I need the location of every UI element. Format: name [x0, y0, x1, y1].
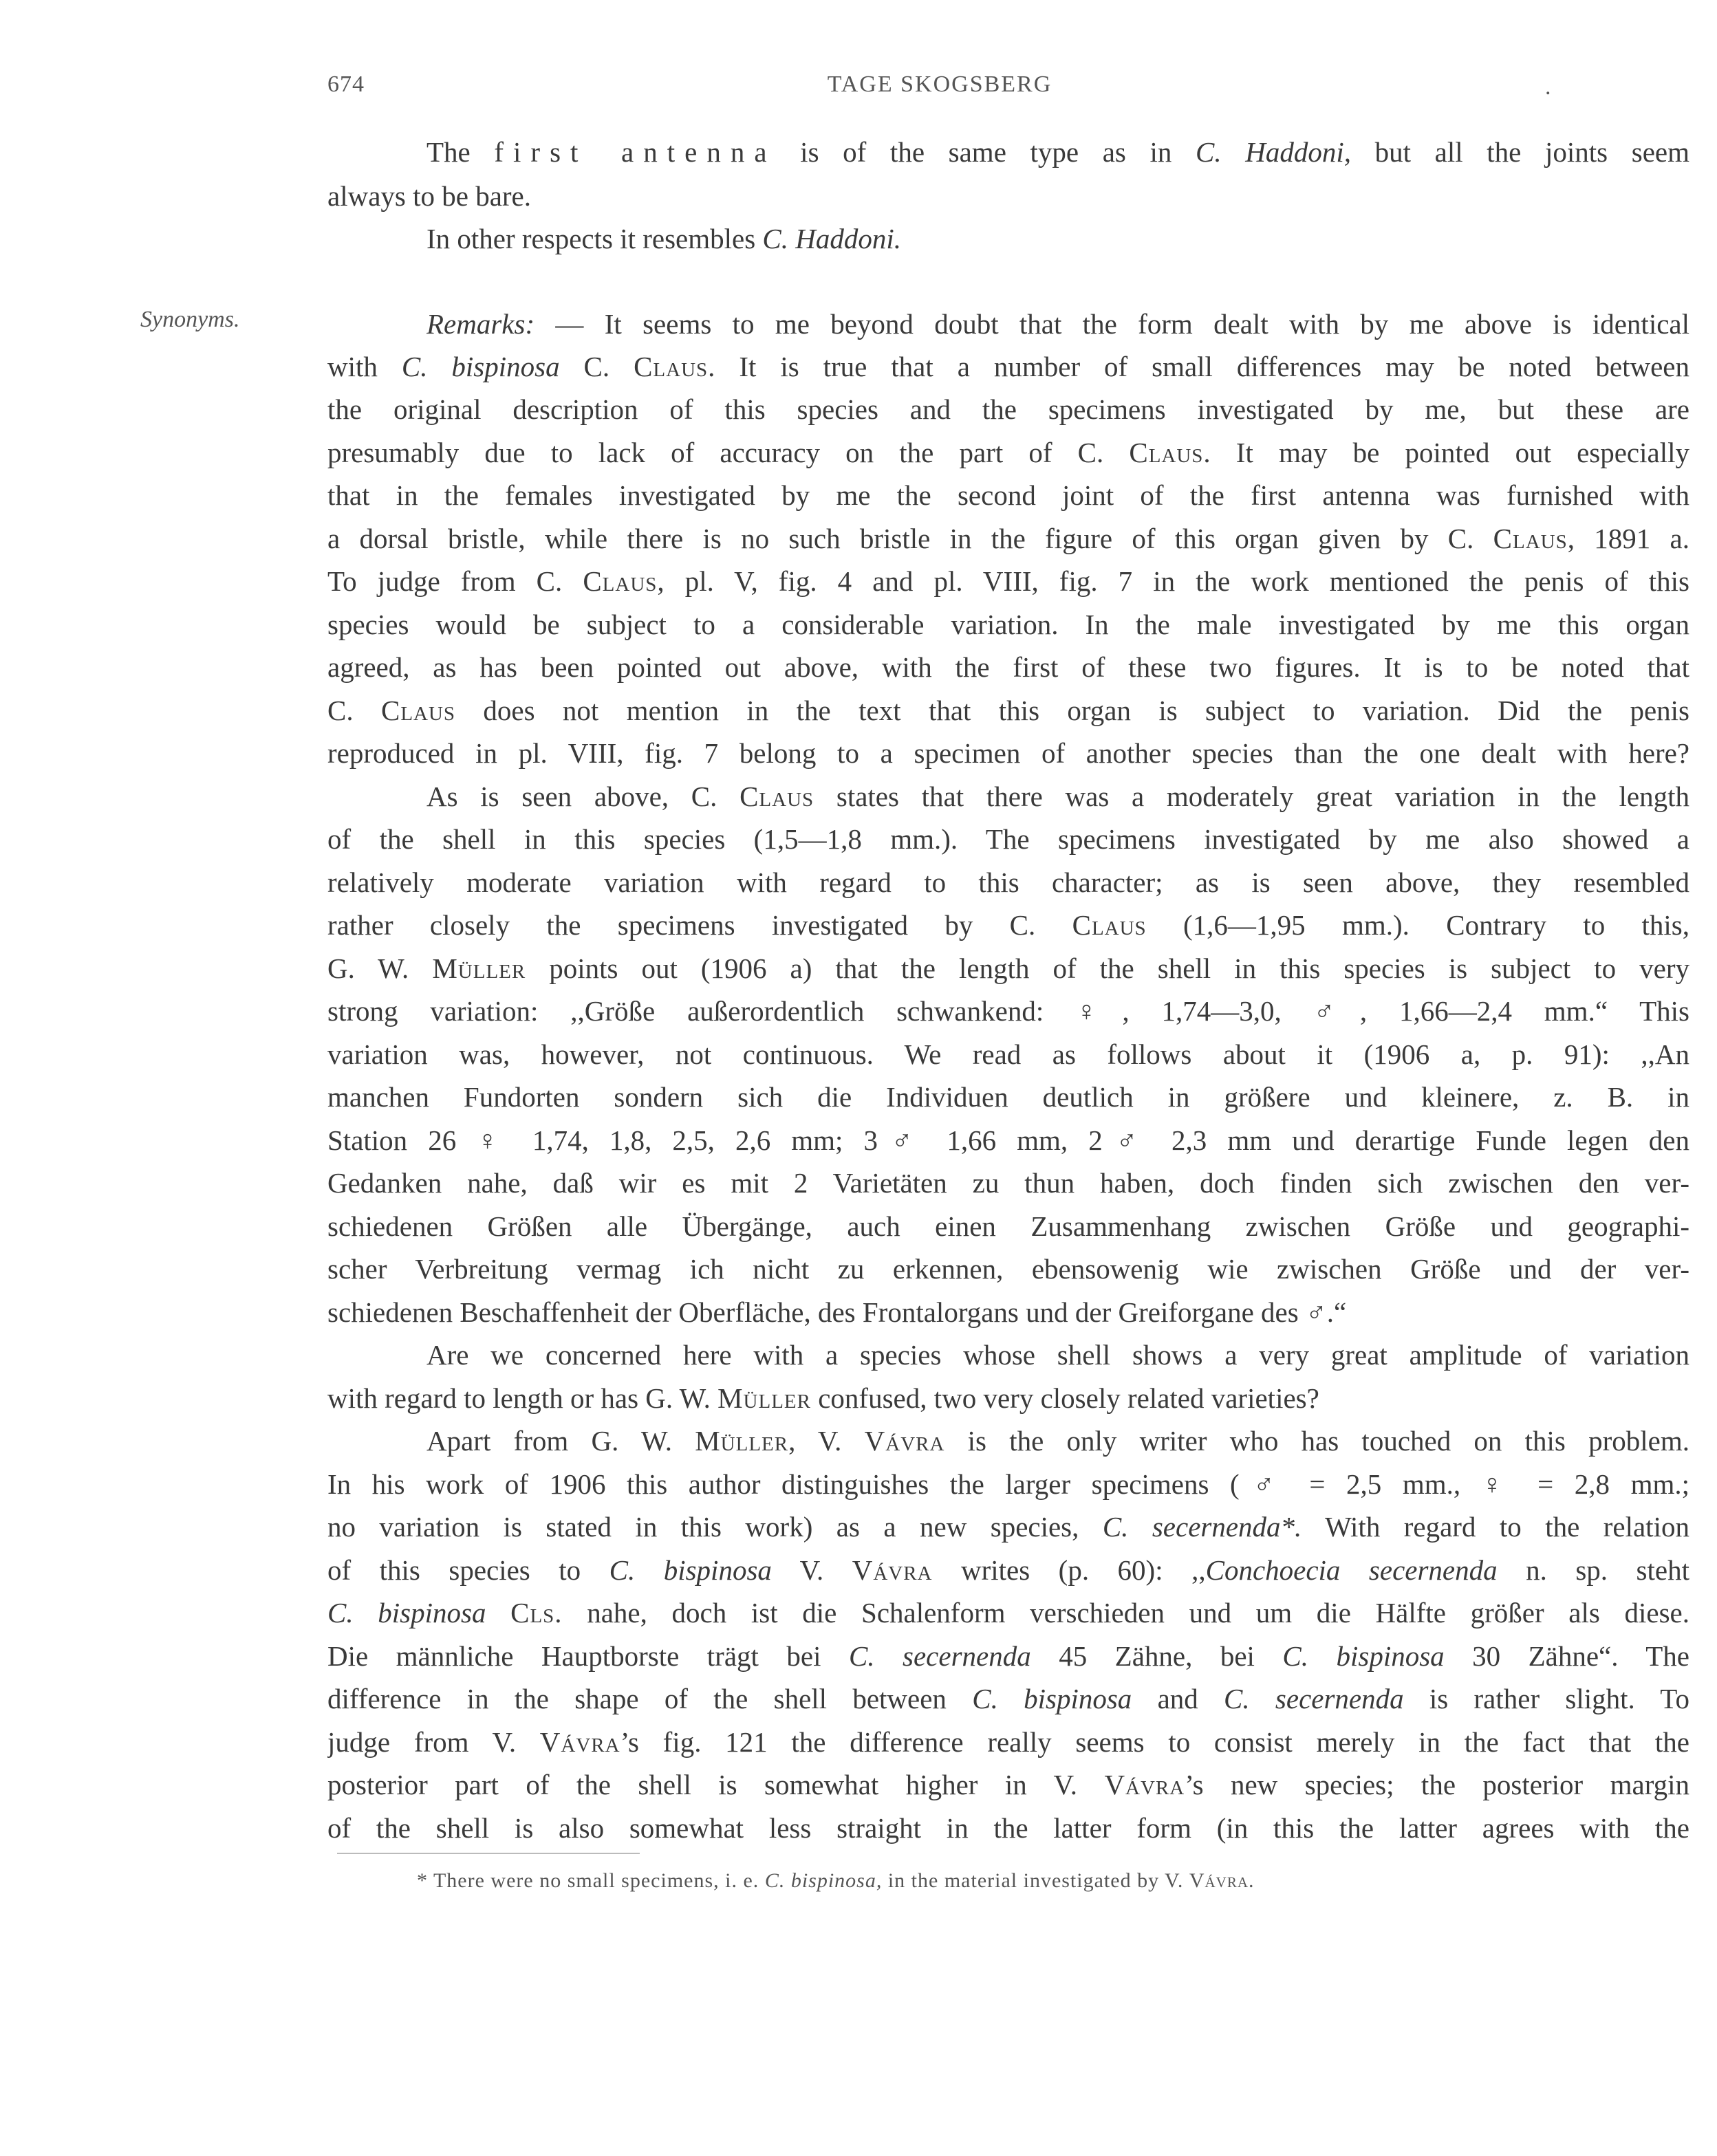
- text-line: with regard to length or has G. W. Müller confused, two very closely related varieties?: [327, 1382, 1319, 1414]
- text-line: relatively moderate variation with regard to this character; as is seen above, they resembled: [327, 867, 1689, 898]
- text-line: a dorsal bristle, while there is no such bristle in the figure of this organ given by C. Claus, 1891 a.: [327, 523, 1689, 554]
- text-line: Station 26 ♀ 1,74, 1,8, 2,5, 2,6 mm; 3♂ 1,66 mm, 2♂ 2,3 mm und derartige Funde legen den: [327, 1124, 1689, 1156]
- text-line: To judge from C. Claus, pl. V, fig. 4 and pl. VIII, fig. 7 in the work mentioned the penis of this: [327, 565, 1689, 597]
- text-line: posterior part of the shell is somewhat higher in V. Vávra’s new species; the posterior margin: [327, 1769, 1689, 1800]
- text-line: rather closely the specimens investigated by C. Claus (1,6—1,95 mm.). Contrary to this,: [327, 909, 1689, 941]
- text-line: Gedanken nahe, daß wir es mit 2 Varietäten zu thun haben, doch finden sich zwischen den ver-: [327, 1167, 1689, 1199]
- text-line: In his work of 1906 this author distinguishes the larger specimens (♂ = 2,5 mm., ♀ = 2,8 mm.;: [327, 1468, 1689, 1500]
- text-line: schiedenen Größen alle Übergänge, auch einen Zusammenhang zwischen Größe und geographi-: [327, 1210, 1689, 1242]
- text-line: the original description of this species and the specimens investigated by me, but these are: [327, 393, 1689, 425]
- margin-note-synonyms: Synonyms.: [140, 307, 240, 332]
- text-line: of this species to C. bispinosa V. Vávra writes (p. 60): ,,Conchoecia secernenda n. sp. steht: [327, 1554, 1689, 1586]
- text-line: G. W. Müller points out (1906 a) that the length of the shell in this species is subject to very: [327, 952, 1689, 984]
- text-line: schiedenen Beschaffenheit der Oberfläche, des Frontalorgans und der Greiforgane des ♂.“: [327, 1296, 1347, 1328]
- text-line: In other respects it resembles C. Haddoni.: [426, 223, 902, 254]
- text-line: variation was, however, not continuous. We read as follows about it (1906 a, p. 91): ,,An: [327, 1038, 1689, 1070]
- text-line: Are we concerned here with a species whose shell shows a very great amplitude of variation: [426, 1339, 1689, 1371]
- text-line: reproduced in pl. VIII, fig. 7 belong to a specimen of another species than the one dealt with here?: [327, 737, 1689, 769]
- header-mark: .: [1545, 74, 1552, 100]
- text-line: Die männliche Hauptborste trägt bei C. secernenda 45 Zähne, bei C. bispinosa 30 Zähne“. The: [327, 1640, 1689, 1672]
- page-header: [327, 72, 1552, 106]
- page-number: 674: [327, 72, 365, 97]
- text-line: strong variation: ,,Größe außerordentlich schwankend: ♀, 1,74—3,0, ♂, 1,66—2,4 mm.“ This: [327, 995, 1689, 1027]
- text-line: that in the females investigated by me the second joint of the first antenna was furnished with: [327, 479, 1689, 511]
- text-line: agreed, as has been pointed out above, with the first of these two figures. It is to be noted that: [327, 651, 1689, 683]
- text-line: of the shell in this species (1,5—1,8 mm.). The specimens investigated by me also showed a: [327, 823, 1689, 855]
- text-line: judge from V. Vávra’s fig. 121 the difference really seems to consist merely in the fact that the: [327, 1726, 1689, 1758]
- text-line: As is seen above, C. Claus states that there was a moderately great variation in the length: [426, 781, 1689, 812]
- footnote: * There were no small specimens, i. e. C. bispinosa, in the material investigated by V. Vávra.: [417, 1869, 1255, 1892]
- running-title: TAGE SKOGSBERG: [827, 72, 1052, 97]
- text-line: manchen Fundorten sondern sich die Individuen deutlich in größere und kleinere, z. B. in: [327, 1081, 1689, 1113]
- text-line: Apart from G. W. Müller, V. Vávra is the only writer who has touched on this problem.: [426, 1425, 1689, 1457]
- text-line: scher Verbreitung vermag ich nicht zu erkennen, ebensowenig wie zwischen Größe und der ver-: [327, 1253, 1689, 1285]
- text-line: presumably due to lack of accuracy on the part of C. Claus. It may be pointed out especially: [327, 437, 1689, 468]
- text-line: Remarks: — It seems to me beyond doubt that the form dealt with by me above is identical: [426, 308, 1689, 340]
- text-line: C. bispinosa Cls. nahe, doch ist die Schalenform verschieden und um die Hälfte größer als diese.: [327, 1597, 1689, 1629]
- text-line: The first antenna is of the same type as in C. Haddoni, but all the joints seem: [426, 136, 1689, 168]
- text-line: difference in the shape of the shell between C. bispinosa and C. secernenda is rather slight. To: [327, 1683, 1689, 1714]
- text-line: species would be subject to a considerable variation. In the male investigated by me this organ: [327, 609, 1689, 640]
- text-line: of the shell is also somewhat less straight in the latter form (in this the latter agrees with the: [327, 1812, 1689, 1844]
- text-line: C. Claus does not mention in the text that this organ is subject to variation. Did the penis: [327, 695, 1689, 726]
- text-line: always to be bare.: [327, 180, 531, 212]
- text-line: with C. bispinosa C. Claus. It is true that a number of small differences may be noted between: [327, 351, 1689, 382]
- footnote-rule: [337, 1853, 640, 1854]
- text-line: no variation is stated in this work) as a new species, C. secernenda*. With regard to the relation: [327, 1511, 1689, 1543]
